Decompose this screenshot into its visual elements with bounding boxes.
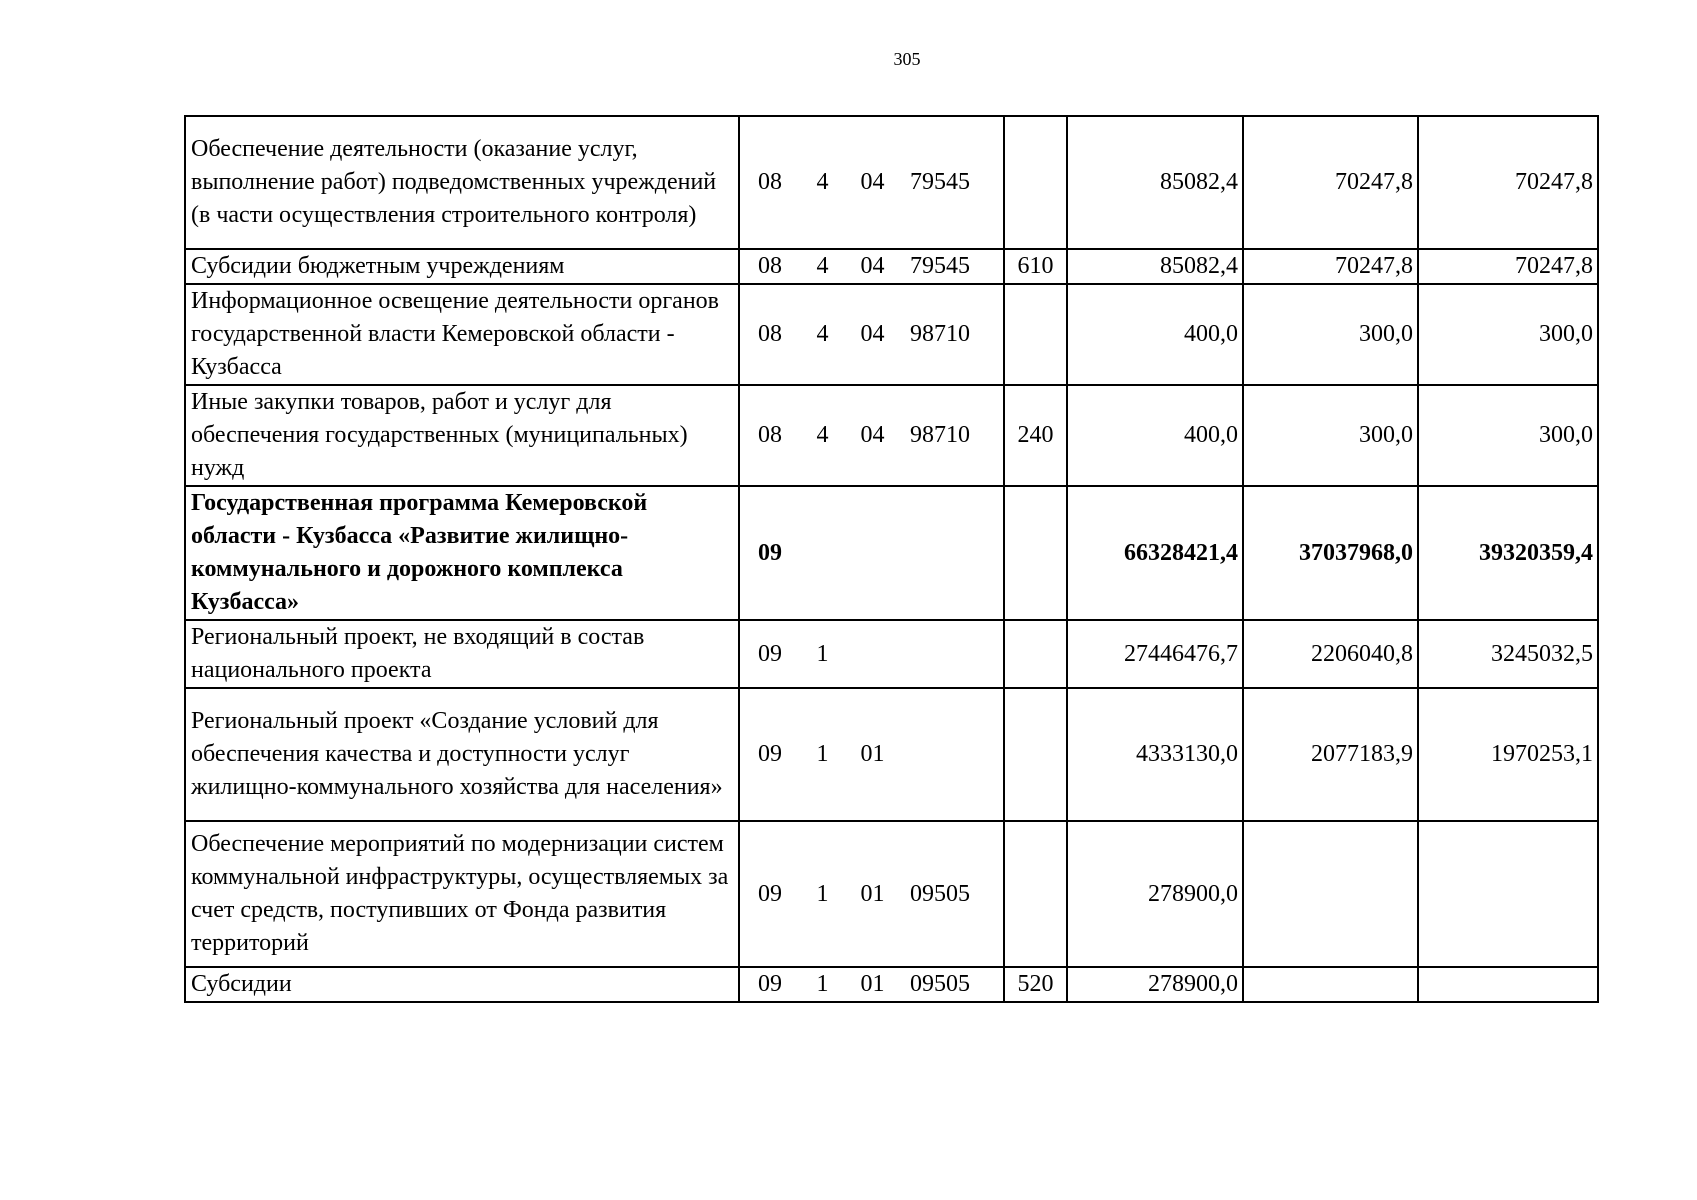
row-codes [739, 688, 1004, 821]
row-amount-year1: 278900,0 [1067, 967, 1243, 1002]
row-expense-type: 240 [1004, 385, 1067, 486]
code-program: 09 [758, 539, 782, 566]
row-expense-type [1004, 284, 1067, 385]
code-direction: 79545 [910, 169, 970, 195]
code-event: 01 [860, 880, 885, 907]
row-amount-year1: 4333130,0 [1067, 688, 1243, 821]
row-expense-type: 610 [1004, 249, 1067, 284]
code-subprogram: 1 [816, 741, 829, 767]
code-direction: 98710 [910, 422, 970, 448]
row-amount-year1: 400,0 [1067, 385, 1243, 486]
row-name: Субсидии бюджетным учреждениям [185, 249, 739, 284]
row-expense-type [1004, 688, 1067, 821]
table-row [185, 967, 1598, 1002]
row-amount-year3: 300,0 [1418, 284, 1598, 385]
row-amount-year3: 70247,8 [1418, 116, 1598, 249]
row-amount-year2: 2077183,9 [1243, 688, 1418, 821]
code-event: 04 [860, 321, 885, 347]
code-event: 04 [860, 253, 885, 279]
row-amount-year3: 1970253,1 [1418, 688, 1598, 821]
table-row [185, 385, 1598, 486]
row-expense-type: 520 [1004, 967, 1067, 1002]
row-amount-year3 [1418, 967, 1598, 1002]
table-row [185, 284, 1598, 385]
row-amount-year2 [1243, 967, 1418, 1002]
code-subprogram: 1 [816, 640, 829, 667]
code-program: 09 [758, 640, 782, 667]
row-amount-year1: 66328421,4 [1067, 486, 1243, 620]
code-event: 01 [860, 741, 885, 767]
code-program: 08 [758, 422, 782, 448]
code-event: 04 [860, 169, 885, 195]
table-row [185, 821, 1598, 967]
row-name: Обеспечение мероприятий по модернизации систем коммунальной инфраструктуры, осуществляемых за счет средств, поступивших от Фонда развития территорий [185, 821, 739, 967]
code-subprogram: 4 [816, 253, 829, 279]
row-amount-year3: 39320359,4 [1418, 486, 1598, 620]
row-name: Региональный проект, не входящий в состав национального проекта [185, 620, 739, 688]
row-name: Обеспечение деятельности (оказание услуг, выполнение работ) подведомственных учреждений (в части осуществления строительного контроля) [185, 116, 739, 249]
code-program: 09 [758, 880, 782, 907]
row-amount-year2: 300,0 [1243, 284, 1418, 385]
row-amount-year3: 70247,8 [1418, 249, 1598, 284]
code-direction: 09505 [910, 971, 970, 997]
row-amount-year1: 85082,4 [1067, 116, 1243, 249]
code-subprogram: 4 [816, 321, 829, 347]
code-program: 08 [758, 321, 782, 347]
row-amount-year3 [1418, 821, 1598, 967]
row-amount-year2: 70247,8 [1243, 116, 1418, 249]
row-name: Субсидии [185, 967, 739, 1002]
row-codes [739, 486, 1004, 620]
code-subprogram: 4 [816, 169, 829, 195]
row-name: Региональный проект «Создание условий для обеспечения качества и доступности услуг жилищно-коммунального хозяйства для населения» [185, 688, 739, 821]
code-program: 09 [758, 741, 782, 767]
row-codes [739, 116, 1004, 249]
code-subprogram: 1 [816, 880, 829, 907]
row-codes [739, 284, 1004, 385]
row-amount-year2: 2206040,8 [1243, 620, 1418, 688]
row-amount-year1: 27446476,7 [1067, 620, 1243, 688]
row-amount-year2: 70247,8 [1243, 249, 1418, 284]
row-codes [739, 620, 1004, 688]
row-amount-year1: 400,0 [1067, 284, 1243, 385]
row-expense-type [1004, 821, 1067, 967]
row-amount-year1: 278900,0 [1067, 821, 1243, 967]
row-name: Информационное освещение деятельности органов государственной власти Кемеровской области - Кузбасса [185, 284, 739, 385]
row-name: Государственная программа Кемеровской области - Кузбасса «Развитие жилищно-коммунального и дорожного комплекса Кузбасса» [185, 486, 739, 620]
table-row [185, 486, 1598, 620]
code-direction: 98710 [910, 321, 970, 347]
row-amount-year2: 300,0 [1243, 385, 1418, 486]
code-direction: 79545 [910, 253, 970, 279]
budget-table [184, 115, 1599, 1003]
row-codes [739, 385, 1004, 486]
table-row [185, 116, 1598, 249]
code-event: 01 [860, 971, 885, 997]
code-program: 08 [758, 253, 782, 279]
row-amount-year2: 37037968,0 [1243, 486, 1418, 620]
page-number: 305 [893, 49, 921, 69]
row-amount-year3: 3245032,5 [1418, 620, 1598, 688]
code-event: 04 [860, 422, 885, 448]
row-amount-year3: 300,0 [1418, 385, 1598, 486]
row-name: Иные закупки товаров, работ и услуг для обеспечения государственных (муниципальных) нужд [185, 385, 739, 486]
row-expense-type [1004, 486, 1067, 620]
code-subprogram: 1 [816, 971, 829, 997]
table-row [185, 620, 1598, 688]
code-program: 08 [758, 169, 782, 195]
table-row [185, 249, 1598, 284]
row-expense-type [1004, 620, 1067, 688]
row-codes [739, 967, 1004, 1002]
code-subprogram: 4 [816, 422, 829, 448]
row-codes [739, 821, 1004, 967]
code-program: 09 [758, 971, 782, 997]
budget-table-body [185, 116, 1598, 1002]
row-expense-type [1004, 116, 1067, 249]
row-codes [739, 249, 1004, 284]
table-row [185, 688, 1598, 821]
code-direction: 09505 [910, 880, 970, 907]
row-amount-year1: 85082,4 [1067, 249, 1243, 284]
row-amount-year2 [1243, 821, 1418, 967]
